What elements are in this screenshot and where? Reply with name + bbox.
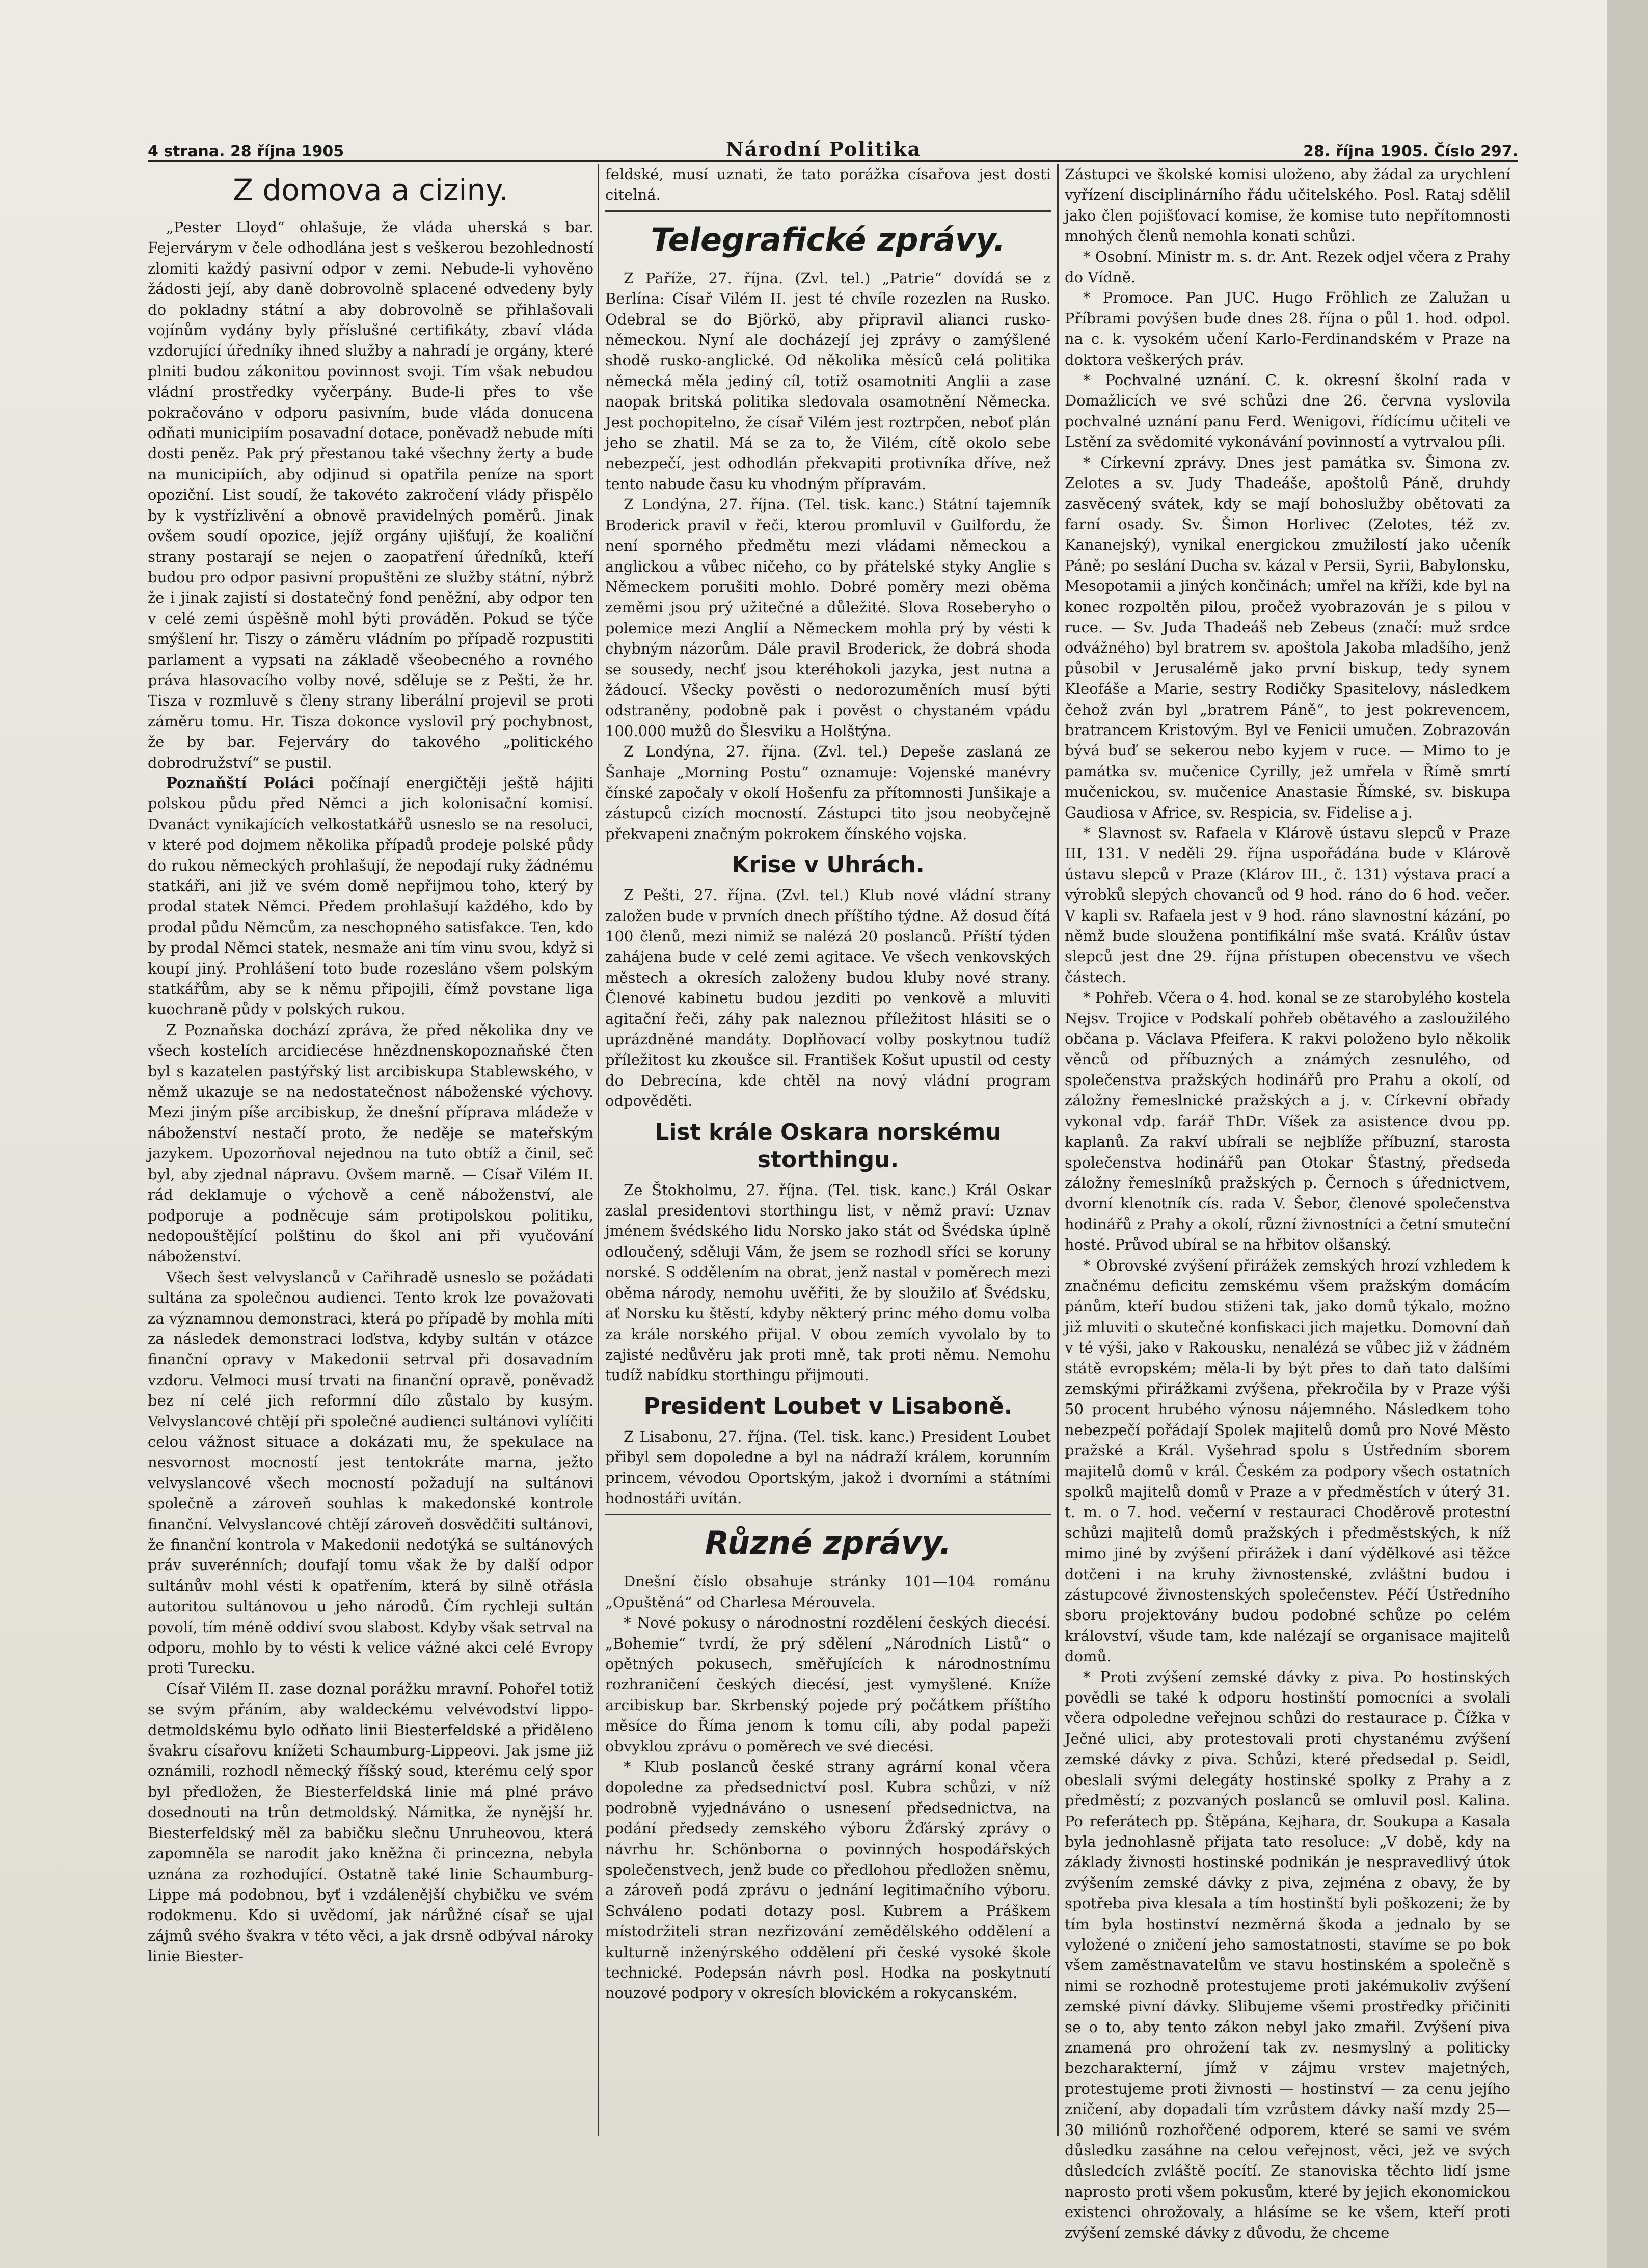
- column-divider: [1057, 164, 1059, 2136]
- article-paragraph: * Pohřeb. Včera o 4. hod. konal se ze starobylého kostela Nejsv. Trojice v Podskalí pohřeb obětavého a zasloužilého občana p. Václava Pfeifera. K rakvi položeno bylo několik věnců od příbuzných a známých zesnulého, od společenstva pražských hodinářů pro Prahu a okolí, od záložny řemeslnické pražských a j. v. Církevní obřady vykonal vdp. farář ThDr. Víšek za asistence dvou pp. kaplanů. Za rakví ubírali se nejblíže příbuzní, starosta společenstva hodinářů pan Otokar Šťastný, předseda záložny řemeslníků pražských p. Černoch s úřednictvem, dvorní klenotník cís. rada V. Šebor, členové společenstva hodinářů z Prahy a okolí, různí živnostníci a četní smuteční hosté. Průvod ubíral se na hřbitov olšanský.: [1065, 989, 1510, 1254]
- article-paragraph: Císař Vilém II. zase doznal porážku mravní. Pohořel totiž se svým přáním, aby waldeckému velvévodství lippo-detmoldskému bylo odňato linii Biesterfeldské a přiděleno švakru císařovu knížeti Schaumburg-Lippeovi. Jak jsme již oznámili, rozhodl německý říšský soud, kterému celý spor byl předložen, že Biesterfeldská linie má plné právo dosednouti na trůn detmoldský. Námitka, že nynější hr. Biesterfeldský měl za babičku slečnu Unruheovou, která zapomněla se narodit jako kněžna či princezna, nebyla uznána za rozhodující. Ostatně také linie Schaumburg-Lippe má podobnou, byť i vzdálenější chybičku ve svém rodokmenu. Kdo si uvědomí, jak nárůžné císař se ujal zájmů svého švakra v této věci, a jak drsně odbýval nároky linie Biester-: [148, 1680, 593, 1965]
- subsection-title: List krále Oskara norskému storthingu.: [655, 1119, 1002, 1173]
- article-lead: Poznaňští Poláci: [166, 774, 314, 792]
- section-title: Z domova a ciziny.: [233, 173, 508, 207]
- column-1: [148, 164, 593, 2136]
- subsection-title: President Loubet v Lisaboně.: [643, 1393, 1013, 1419]
- page-edge: [1607, 0, 1648, 2268]
- article-paragraph: Ze Štokholmu, 27. října. (Tel. tisk. kanc.) Král Oskar zaslal presidentovi storthingu list, v němž praví: Uznav jménem švédského lidu Norsko jako stát od Švédska úplně odloučený, sděluji Vám, že jsem se rozhodl sříci se koruny norské. S oddělením na obrat, jenž nastal v poměrech mezi oběma národy, nemohu uvěřiti, že by sloužilo ať Švédsku, ať Norsku ku štěstí, kdyby některý princ mého domu volba za krále norského přijal. V obou zemích vyvolalo by to zajisté nedůvěru jak proti mně, tak proti němu. Nemohu tudíž nabídku storthingu přijmouti.: [605, 1181, 1051, 1384]
- header-right: 28. října 1905. Číslo 297.: [1303, 143, 1518, 160]
- page-header: [148, 130, 1518, 162]
- article-paragraph: Z Londýna, 27. října. (Tel. tisk. kanc.) Státní tajemník Broderick pravil v řeči, kterou promluvil v Guilfordu, že není sporného předmětu mezi vládami německou a anglickou a vůbec ničeho, co by přátelské styky Anglie s Německem porušiti mohlo. Dobré poměry mezi oběma zeměmi jsou prý užitečné a důležité. Slova Roseberyho o polemice mezi Anglií a Německem mohla prý by vésti k chybným názorům. Dále pravil Broderick, že dobrá shoda se sousedy, nechť jsou kteréhokoli jazyka, jest nutna a žádoucí. Všecky pověsti o nedorozuměních musí býti odstraněny, podobně pak i pověst o chystaném vpádu 100.000 mužů do Šlesviku a Holštýna.: [605, 496, 1051, 740]
- article-paragraph: * Pochvalné uznání. C. k. okresní školní rada v Domažlicích ve své schůzi dne 26. června vyslovila pochvalné uznání panu Ferd. Wenigovi, řídícímu učiteli ve Lstění za svědomité vykonávání povinností a vytrvalou píli.: [1065, 371, 1510, 451]
- article-continuation: feldské, musí uznati, že tato porážka císařova jest dosti citelná.: [605, 166, 1051, 204]
- article-paragraph: Z Pešti, 27. října. (Zvl. tel.) Klub nové vládní strany založen bude v prvních dnech příštího týdne. Až dosud čítá 100 členů, mezi nimiž se nalézá 20 poslanců. Příští týden zahájena bude v celé zemi agitace. Ve všech venkovských městech a okresích založeny budou kluby nové strany. Členové kabinetu budou jezditi po venkově a mluviti agitační řeči, záhy pak naleznou příležitost hlásiti se o uprázdněné mandáty. Doplňovací volby poskytnou tudíž příležitost ku zkoušce sil. František Košut upustil od cesty do Debrecína, kde chtěl na nový vládní program odpověděti.: [605, 886, 1051, 1110]
- article-paragraph: Z Poznaňska dochází zpráva, že před několika dny ve všech kostelích arcidiecése hnězdnenskopoznaňské čten byl s kazatelen pastýřský list arcibiskupa Stablewského, v němž ukazuje se na nedostatečnost náboženské výchovy. Mezi jiným píše arcibiskup, že dnešní příprava mládeže v náboženství nestačí proto, že neděje se mateřským jazykem. Upozorňoval nejednou na tuto obtíž a činil, seč byl, aby zjednal nápravu. Ovšem marně. — Císař Vilém II. rád deklamuje o výchově a ceně náboženství, ale podporuje a podněcuje sám protipolskou politiku, nedopouštějící polštinu do škol ani při vyučování náboženství.: [148, 1021, 593, 1265]
- section-title: Telegrafické zprávy.: [651, 221, 1006, 258]
- article-paragraph: Z Paříže, 27. října. (Zvl. tel.) „Patrie“ dovídá se z Berlína: Císař Vilém II. jest té chvíle rozezlen na Rusko. Odebral se do Björkö, aby připravil alianci rusko-německou. Nyní ale docházejí jej zprávy o zamýšlené shodě rusko-anglické. Od několika měsíců celá politika německá měla jediný cíl, totiž osamotniti Anglii a zase naopak britská politika sledovala osamotnění Německa. Jest pochopitelno, že císař Vilém jest roztrpčen, neboť plán jeho se zhatil. Má se za to, že Vilém, cítě okolo sebe nebezpečí, jest odhodlán překvapiti protivníka dříve, než tento nabude času ku vhodným přípravám.: [605, 269, 1051, 493]
- article-paragraph: * Obrovské zvýšení přirážek zemských hrozí vzhledem k značnému deficitu zemskému všem pražským domácím pánům, kteří budou stiženi tak, jako domů týkalo, možno již mluviti o skutečné konfiskaci jich majetku. Domovní daň v té výši, jako v Rakousku, nenalézá se vůbec již v žádném státě evropském; měla-li by být přes to daň tato dalšími zemskými přirážkami zvýšena, překročila by v Praze výši 50 procent hrubého výnosu nájemného. Následkem toho nebezpečí pořádají Spolek majitelů domů pro Nové Město pražské a Král. Vyšehrad spolu s Ústředním sborem majitelů domů v král. Českém za podpory všech ostatních spolků majitelů domů v Praze a v předměstích v úterý 31. t. m. o 7. hod. večerní v restauraci Choděrově protestní schůzi majitelů domů pražských i předměstských, k níž mimo jiné by zvýšení přirážek i daní výdělkové asi těžce dotčeni i na kruhy živnostenské, zvláštní budou i zástupcové živnostenských společenstev. Péčí Ústředního sboru projektovány budou podobné schůze po celém království, všude tam, kde nalézají se organisace majitelů domů.: [1065, 1256, 1510, 1665]
- article-paragraph: Dnešní číslo obsahuje stránky 101—104 románu „Opuštěná“ od Charlesa Mérouvela.: [605, 1573, 1051, 1611]
- article-paragraph: * Proti zvýšení zemské dávky z piva. Po hostinských povědli se také k odporu hostinští pomocníci a svolali včera odpoledne veřejnou schůzi do restaurace p. Čížka v Ječné ulici, aby protestovali proti chystanému zvýšení zemské dávky z piva. Schůzi, které předsedal p. Seidl, obeslali svými delegáty hostinské spolky z Prahy a z předměstí; z pozvaných poslanců se omluvil posl. Kalina. Po referátech pp. Štěpána, Kejhara, dr. Soukupa a Kasala byla jednohlasně přijata tato resoluce: „V době, kdy na základy živnosti hostinské podnikán je nespravedlivý útok zvýšením zemské dávky z piva, zejména z obavy, že by spotřeba piva klesala a tím hostinští byli poškozeni; že by tím byla hostinství nezměrná škoda a jednalo by se vyložené o zničení jeho samostatnosti, stavíme se po bok všem zaměstnavatelům ve stavu hostinském a společně s nimi se rozhodně protestujeme proti jakémukoliv zvýšení zemské pivní dávky. Slibujeme všemi prostředky přičiniti se o to, aby tento zákon nebyl jako zmařil. Zvýšení piva znamená pro ohrožení tak zv. nesmyslný a politicky bezcharakterní, jímž v zájmu vrstev majetných, protestujeme proti živnosti — hostinství — za cenu jejího zničení, aby dopadali tím vzrůstem dávky naší mzdy 25—30 miliónů rozhořčené odporem, které se sami ve svém důsledku zasáhne na celou veřejnost, věci, jež ve svých důsledcích zvláště pocítí. Ze stanoviska těchto lidí jsme naprosto proti všem pokusům, které by jejich ekonomickou existenci ohrožovaly, a hlásíme se ke všem, kteří proti zvýšení zemské dávky z důvodu, že chceme: [1065, 1668, 1510, 2242]
- article-paragraph: * Osobní. Ministr m. s. dr. Ant. Rezek odjel včera z Prahy do Vídně.: [1065, 248, 1510, 286]
- article-paragraph: Z Londýna, 27. října. (Zvl. tel.) Depeše zaslaná ze Šanhaje „Morning Postu“ oznamuje: Vojenské manévry čínské započaly v okolí Hošenfu za přítomnosti Junšikaje a zástupců cizích mocností. Zástupci tito jsou neobyčejně překvapeni značným pokrokem čínského vojska.: [605, 743, 1051, 843]
- article-paragraph: „Pester Lloyd“ ohlašuje, že vláda uherská s bar. Fejervárym v čele odhodlána jest s veškerou bezohledností zlomiti každý pasivní odpor v zemi. Nebude-li vyhověno žádosti její, aby daně dobrovolně splacené odvedeny byly do pokladny státní a aby dobrovolně se přihlašovali vojínům vydány byly příslušné certifikáty, zbaví vláda vzdorující úředníky ihned služby a nahradí je orgány, které plniti budou zákonitou povinnost svoji. Tím však nebudou vládní prostředky vyčerpány. Bude-li přes to vše pokračováno v odporu pasivním, bude vláda donucena odňati municipiím posavadní dotace, poněvadž nebude míti dosti peněz. Pak prý přestanou také všechny žerty a bude na municipiích, aby odjinud si opatřila peníze na sport opoziční. List soudí, že takovéto zakročení vlády přispělo by k vystřízlivění a obnově pravidelných poměrů. Jinak ovšem soudí opozice, jejíž orgány ujišťují, že koaliční strany postarají se nejen o zaopatření úředníků, kteří budou pro odpor pasivní propuštěni ze služby státní, nýbrž že i jinak zajistí si dostatečný fond peněžní, aby odpor ten v celé zemi úspěšně mohl býti prováděn. Pokud se týče smýšlení hr. Tiszy o záměru vládním po případě rozpustiti parlament a vypsati na základě všeobecného a rovného práva hlasovacího volby nové, sděluje se z Pešti, že hr. Tisza v rozmluvě s členy strany liberální projevil se proti záměru tomu. Hr. Tisza dokonce vyslovil prý pochybnost, že by bar. Fejerváry do takového „politického dobrodružství“ se pustil.: [148, 219, 593, 771]
- section-rule: [605, 1514, 1051, 1515]
- article-paragraph: * Nové pokusy o národnostní rozdělení českých diecésí. „Bohemie“ tvrdí, že prý sdělení „Národních Listů“ o opětných pokusech, směřujících k národnostnímu rozhraničení českých diecésí, jest vymyšlené. Kníže arcibiskup bar. Skrbenský pojede prý počátkem příštího měsíce do Říma jenom k tomu cíli, aby podal papeži obvyklou zprávu o poměrech ve své diecési.: [605, 1614, 1051, 1755]
- article-paragraph: Z Lisabonu, 27. října. (Tel. tisk. kanc.) President Loubet přibyl sem dopoledne a byl na nádraží králem, korunním princem, vévodou Oportským, jakož i dvorními a státními hodnostáři uvítán.: [605, 1427, 1051, 1507]
- section-title: Různé zprávy.: [705, 1524, 952, 1562]
- column-2: [605, 164, 1051, 2136]
- article-paragraph: [148, 773, 593, 1020]
- section-rule: [605, 210, 1051, 212]
- article-body: počínají energičtěji ještě hájiti polskou půdu před Němci a jich kolonisační komisí. Dvanáct vynikajících velkostatkářů usneslo se na resoluci, v které pod dojmem několika případů prodeje polské půdy do rukou německých prohlašují, že nepodají ruky žádnému statkáři, ani již ve svém domě nepřijmou toho, který by prodal statek Němci. Předem prohlašují každého, kdo by prodal půdu Němcům, za neschopného satisfakce. Ten, kdo by prodal Němci statek, nesmaže ani tím vinu svou, když si koupí jiný. Prohlášení toto bude rozesláno všem polským statkářům, aby se k němu připojili, čímž povstane liga kuochraně půdy v polských rukou.: [148, 774, 593, 1018]
- subsection-title: Krise v Uhrách.: [732, 852, 925, 878]
- article-paragraph: Zástupci ve školské komisi uloženo, aby žádal za urychlení vyřízení disciplinárního řádu učitelského. Posl. Rataj sdělil jako člen pojišťovací komise, že komise tuto nepřítomnosti mnohých členů nemohla konati schůzi.: [1065, 166, 1510, 245]
- article-paragraph: * Církevní zprávy. Dnes jest památka sv. Šimona zv. Zelotes a sv. Judy Thadeáše, apoštolů Páně, druhdy zasvěcený svátek, kdy se mají bohoslužby obětovati za farní osady. Sv. Šimon Horlivec (Zelotes, též zv. Kananejský), vynikal energickou zmužilostí jako učeník Páně; po seslání Ducha sv. kázal v Persii, Syrii, Babylonsku, Mesopotamii a jiných končinách; umřel na kříži, kde byl na konec rozpoltěn pilou, pročež vyobrazován je s pilou v ruce. — Sv. Juda Thadeáš neb Zebeus (značí: muž srdce odvážného) byl bratrem sv. apoštola Jakoba mladšího, jenž působil v Jerusalémě jako první biskup, tedy synem Kleofáše a Marie, sestry Rodičky Spasitelovy, následkem čehož zván byl „bratrem Páně“, to jest pokrevencem, bratrancem Kristovým. Byl ve Fenicii umučen. Zobrazován bývá buď se sekerou nebo kyjem v ruce. — Mimo to je památka sv. mučenice Cyrilly, jež umřela v Římě smrtí mučenickou, sv. mučenice Anastasie Římské, sv. biskupa Gaudiosa v Africe, sv. Respicia, sv. Fidelise a j.: [1065, 453, 1510, 821]
- header-left: 4 strana. 28 října 1905: [148, 143, 344, 160]
- article-paragraph: * Klub poslanců české strany agrární konal včera dopoledne za předsednictví posl. Kubra schůzi, v níž podrobně vyjednáváno o usnesení předsednictva, na podání předsedy zemského výboru Žďárský zprávy o návrhu hr. Schönborna o povinných hospodářských společenstvech, jenž bude co předlohou předložen sněmu, a zároveň podá zprávu o jednání legitimačního výboru. Schváleno podati dotazy posl. Kubrem a Práškem místodržiteli stran nezřizování zemědělského oddělení a kulturně inženýrského oddělení při české vysoké škole technické. Podepsán návrh posl. Hodka na poskytnutí nouzové podpory v okresích blovickém a rokycanském.: [605, 1758, 1051, 2002]
- article-paragraph: * Slavnost sv. Rafaela v Klárově ústavu slepců v Praze III, 131. V neděli 29. října uspořádána bude v Klárově ústavu slepců v Praze (Klárov III., č. 131) výstava prací a výrobků slepých chovanců od 9 hod. ráno do 6 hod. večer. V kapli sv. Rafaela jest v 9 hod. ráno slavnostní kázání, po němž bude sloužena pontifikální mše svatá. Králův ústav slepců jest dne 29. října přístupen obecenstvu ve všech částech.: [1065, 824, 1510, 986]
- article-paragraph: Všech šest velvyslanců v Cařihradě usneslo se požádati sultána za společnou audienci. Tento krok lze považovati za významnou demonstraci, která po případě by mohla míti za následek demonstraci loďstva, kdyby sultán v otázce finanční opravy v Makedonii setrval při dosavadním vzdoru. Velmoci musí trvati na finanční opravě, poněvadž bez ní celé jich reformní dílo zůstalo by kusým. Velvyslancové chtějí při společné audienci sultánovi vylíčiti celou vážnost situace a dokázati mu, že spekulace na nesvornost mocností jest tentokráte marna, ježto velvyslancové všech mocností požadují na sultánovi společně a zároveň souhlas k makedonské kontrole finanční. Velvyslancové chtějí zároveň dosvědčiti sultánovi, že finanční kontrola v Makedonii nedotýká se sultánových práv suverénních; doufají tomu však že by další odpor sultánův mohl vésti k opatřením, která by silně otřásla autoritou sultánovou u jeho národů. Čím rychleji sultán povolí, tím méně oddiví svou slabost. Kdyby však setrval na odporu, mohlo by to vésti k velice vážné akci celé Evropy proti Turecku.: [148, 1268, 593, 1677]
- masthead: Národní Politika: [725, 138, 922, 160]
- column-3: [1065, 164, 1510, 2242]
- article-paragraph: * Promoce. Pan JUC. Hugo Fröhlich ze Zalužan u Příbrami povýšen bude dnes 28. října o půl 1. hod. odpol. na c. k. vysokém učení Karlo-Ferdinandském v Praze na doktora veškerých práv.: [1065, 289, 1510, 368]
- column-divider: [598, 164, 599, 2136]
